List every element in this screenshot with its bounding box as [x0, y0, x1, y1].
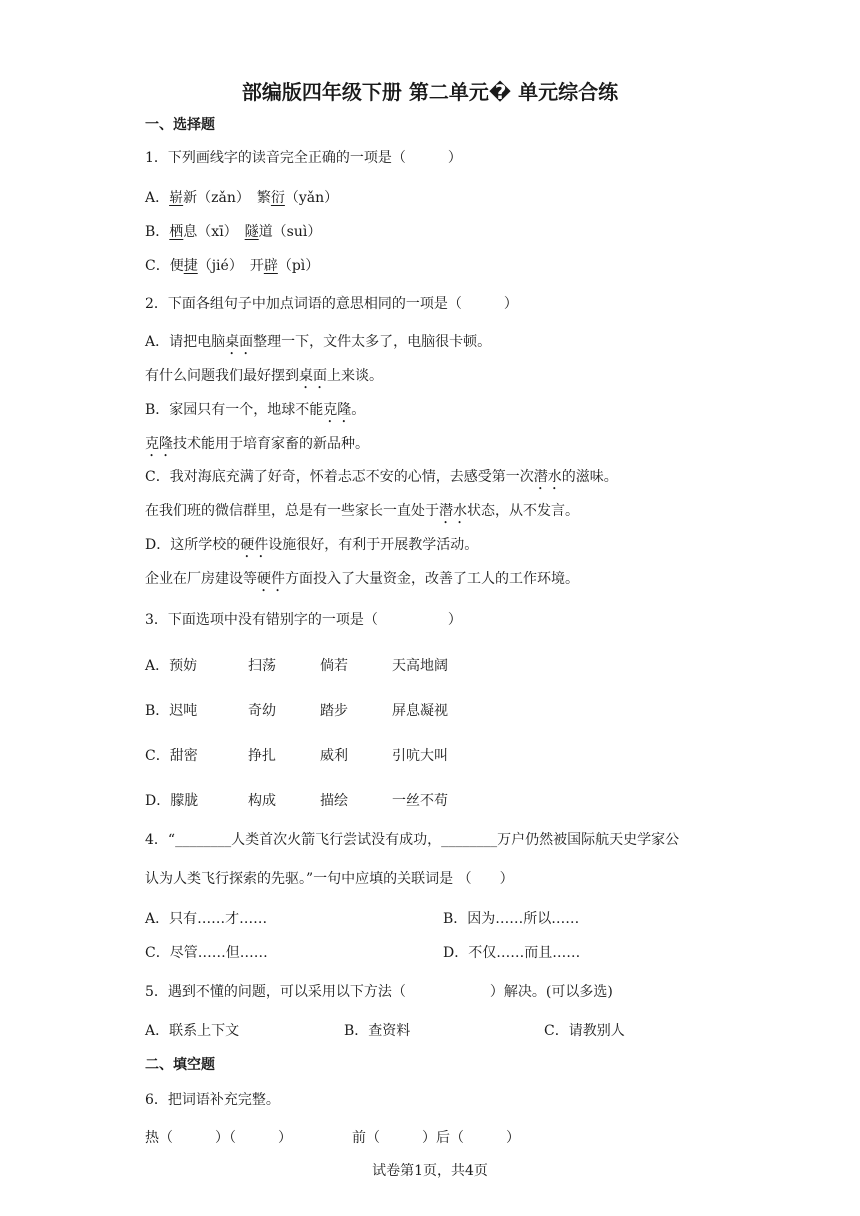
question-4-option-d: D．不仅……而且…… — [443, 945, 581, 961]
question-3-option-d-word-4: 一丝不苟 — [392, 793, 448, 809]
question-3-option-b-word-1: B．迟吨 — [145, 703, 198, 719]
question-3-option-a-word-2: 扫荡 — [248, 658, 276, 674]
question-6-word-1: 热（ ）（ ） — [145, 1130, 292, 1146]
page-footer: 试卷第1页，共4页 — [372, 1163, 488, 1179]
question-3-option-b-word-2: 奇幼 — [248, 703, 276, 719]
question-2-option-d-line2: 企业在厂房建设等硬件方面投入了大量资金，改善了工人的工作环境。 — [145, 571, 579, 587]
question-1-option-c: C．便捷（jié） 开辟（pì） — [145, 258, 320, 274]
question-3-option-c-word-2: 挣扎 — [248, 748, 276, 764]
question-4-stem-line1: 4．“________人类首次火箭飞行尝试没有成功，________万户仍然被国际航天史学家公 — [145, 832, 680, 848]
question-3-option-b-word-3: 踏步 — [320, 703, 348, 719]
question-2-option-b-line2: 克隆技术能用于培育家畜的新品种。 — [145, 436, 369, 452]
question-2-option-a-line1: A．请把电脑桌面整理一下，文件太多了，电脑很卡顿。 — [145, 334, 492, 350]
question-1-option-b: B．栖息（xī） 隧道（suì） — [145, 224, 322, 240]
question-5-stem: 5．遇到不懂的问题，可以采用以下方法（ ）解决。(可以多选) — [145, 984, 613, 1000]
question-4-option-c: C．尽管……但…… — [145, 945, 268, 961]
question-3-option-b-word-4: 屏息凝视 — [392, 703, 448, 719]
question-3-option-d-word-1: D．朦胧 — [145, 793, 199, 809]
question-3-option-a-word-4: 天高地阔 — [392, 658, 448, 674]
question-2-option-c-line2: 在我们班的微信群里，总是有一些家长一直处于潜水状态，从不发言。 — [145, 503, 579, 519]
question-4-stem-line2: 认为人类飞行探索的先驱。”一句中应填的关联词是 （ ） — [145, 871, 514, 887]
question-3-stem: 3．下面选项中没有错别字的一项是（ ） — [145, 612, 462, 628]
question-2-option-b-line1: B．家园只有一个，地球不能克隆。 — [145, 402, 366, 418]
question-3-option-d-word-2: 构成 — [248, 793, 276, 809]
question-5-option-c: C．请教别人 — [544, 1023, 625, 1039]
question-6-stem: 6．把词语补充完整。 — [145, 1092, 280, 1108]
page-title: 部编版四年级下册 第二单元� 单元综合练 — [241, 80, 619, 104]
question-2-stem: 2．下面各组句子中加点词语的意思相同的一项是（ ） — [145, 296, 518, 312]
question-3-option-c-word-3: 威利 — [320, 748, 348, 764]
question-1-option-a: A．崭新（zǎn） 繁衍（yǎn） — [145, 190, 339, 206]
question-5-option-b: B．查资料 — [344, 1023, 411, 1039]
question-6-word-2: 前（ ）后（ ） — [352, 1130, 520, 1146]
section-heading-fill: 二、填空题 — [145, 1057, 215, 1073]
question-2-option-a-line2: 有什么问题我们最好摆到桌面上来谈。 — [145, 368, 383, 384]
question-2-option-d-line1: D．这所学校的硬件设施很好，有利于开展教学活动。 — [145, 537, 479, 553]
section-heading-choice: 一、选择题 — [145, 117, 215, 133]
question-3-option-a-word-3: 倘若 — [320, 658, 348, 674]
question-3-option-c-word-4: 引吭大叫 — [392, 748, 448, 764]
question-5-option-a: A．联系上下文 — [145, 1023, 240, 1039]
question-3-option-d-word-3: 描绘 — [320, 793, 348, 809]
question-4-option-b: B．因为……所以…… — [443, 911, 580, 927]
question-4-option-a: A．只有……才…… — [145, 911, 268, 927]
question-3-option-c-word-1: C．甜密 — [145, 748, 198, 764]
question-3-option-a-word-1: A．预妨 — [145, 658, 198, 674]
question-1-stem: 1．下列画线字的读音完全正确的一项是（ ） — [145, 150, 462, 166]
question-2-option-c-line1: C．我对海底充满了好奇，怀着忐忑不安的心情，去感受第一次潜水的滋味。 — [145, 469, 618, 485]
